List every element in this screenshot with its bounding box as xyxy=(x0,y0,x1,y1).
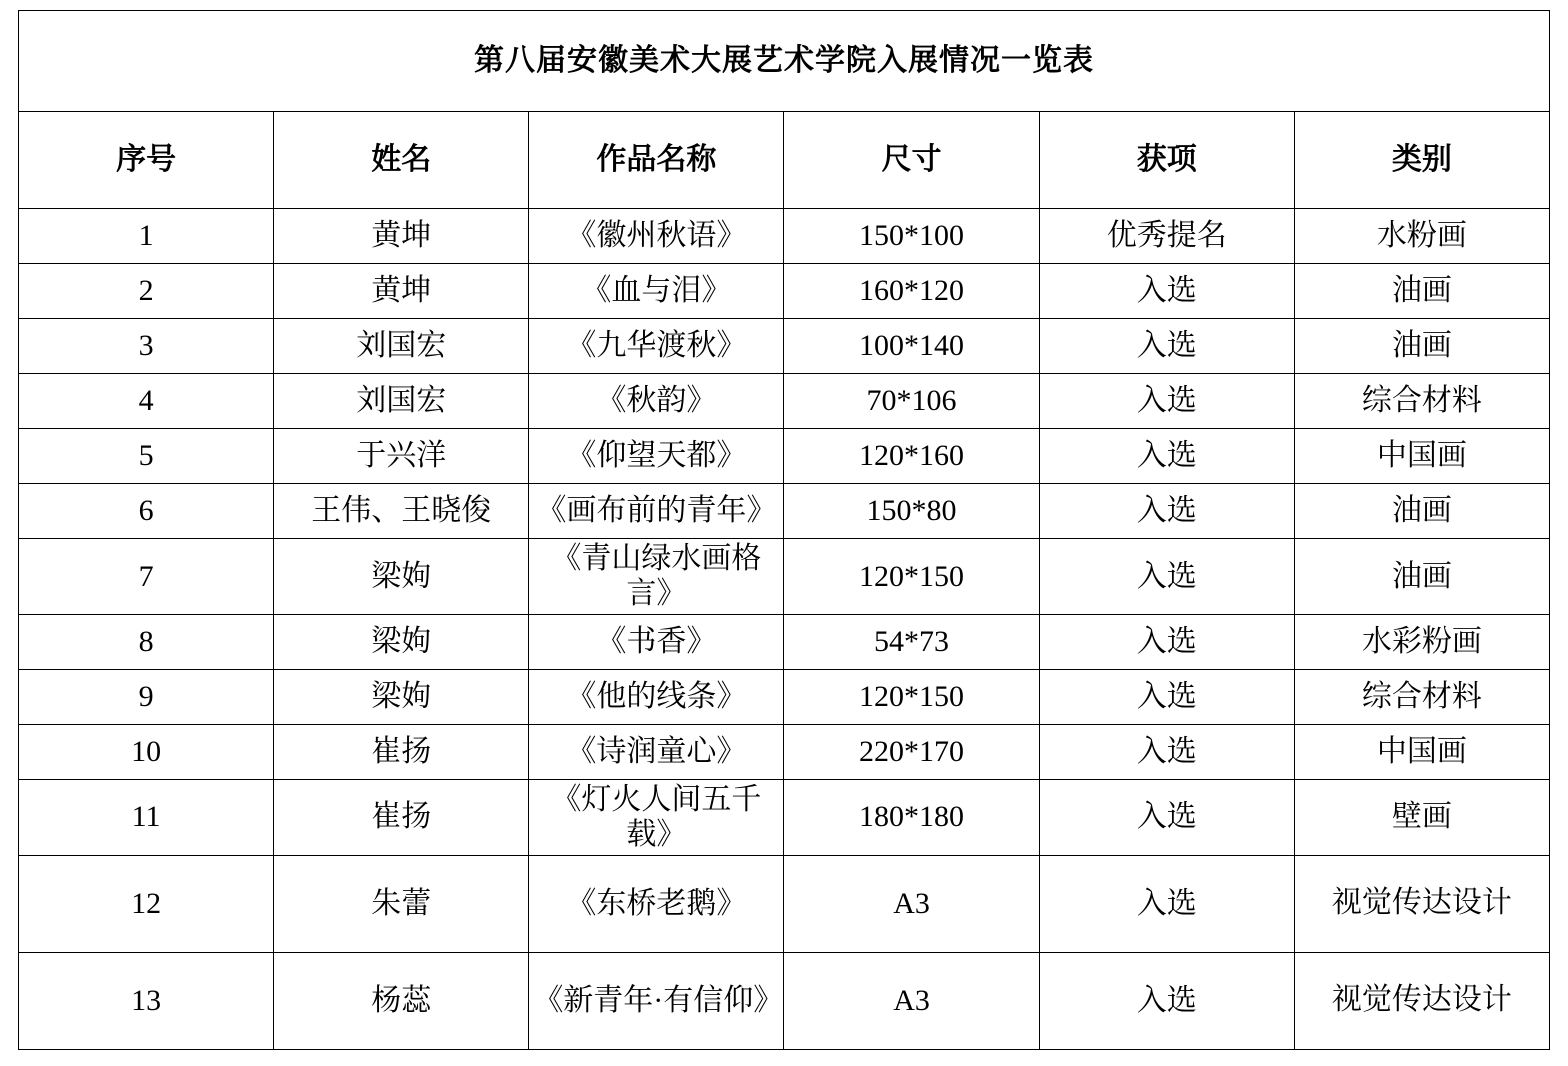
column-header-award: 获项 xyxy=(1039,112,1294,209)
cell-category: 油画 xyxy=(1294,319,1549,374)
cell-work: 《东桥老鹅》 xyxy=(529,855,784,952)
cell-size: 54*73 xyxy=(784,614,1039,669)
cell-work: 《他的线条》 xyxy=(529,669,784,724)
cell-index: 12 xyxy=(19,855,274,952)
table-row xyxy=(19,614,1550,669)
page-title: 第八届安徽美术大展艺术学院入展情况一览表 xyxy=(19,11,1550,112)
cell-name: 刘国宏 xyxy=(274,374,529,429)
cell-name: 梁姁 xyxy=(274,669,529,724)
cell-award: 入选 xyxy=(1039,319,1294,374)
cell-name: 于兴洋 xyxy=(274,429,529,484)
cell-category xyxy=(1294,952,1549,1049)
exhibition-table xyxy=(18,10,1550,1050)
cell-category-text: 视觉传达设计 xyxy=(1331,886,1512,920)
table-row xyxy=(19,855,1550,952)
cell-category: 中国画 xyxy=(1294,724,1549,779)
cell-index: 7 xyxy=(19,539,274,615)
cell-category: 综合材料 xyxy=(1294,374,1549,429)
cell-size: 220*170 xyxy=(784,724,1039,779)
cell-name: 刘国宏 xyxy=(274,319,529,374)
cell-category: 油画 xyxy=(1294,484,1549,539)
cell-category: 水粉画 xyxy=(1294,209,1549,264)
cell-work: 《画布前的青年》 xyxy=(529,484,784,539)
table-row xyxy=(19,374,1550,429)
cell-index: 13 xyxy=(19,952,274,1049)
cell-work: 《徽州秋语》 xyxy=(529,209,784,264)
cell-index: 5 xyxy=(19,429,274,484)
cell-work: 《青山绿水画格言》 xyxy=(529,539,784,615)
cell-work: 《新青年·有信仰》 xyxy=(529,952,784,1049)
table-row xyxy=(19,669,1550,724)
cell-size: 70*106 xyxy=(784,374,1039,429)
cell-size: 120*150 xyxy=(784,539,1039,615)
cell-index: 3 xyxy=(19,319,274,374)
column-header-size: 尺寸 xyxy=(784,112,1039,209)
cell-category: 中国画 xyxy=(1294,429,1549,484)
cell-name: 王伟、王晓俊 xyxy=(274,484,529,539)
cell-index: 2 xyxy=(19,264,274,319)
table-row xyxy=(19,539,1550,615)
column-header-work: 作品名称 xyxy=(529,112,784,209)
cell-award: 入选 xyxy=(1039,724,1294,779)
table-body xyxy=(19,11,1550,1050)
table-row xyxy=(19,724,1550,779)
cell-size: A3 xyxy=(784,855,1039,952)
column-header-index: 序号 xyxy=(19,112,274,209)
cell-award: 入选 xyxy=(1039,779,1294,855)
cell-size: 100*140 xyxy=(784,319,1039,374)
cell-work: 《诗润童心》 xyxy=(529,724,784,779)
cell-name: 梁姁 xyxy=(274,614,529,669)
cell-award: 入选 xyxy=(1039,669,1294,724)
table-row xyxy=(19,779,1550,855)
cell-index: 10 xyxy=(19,724,274,779)
cell-work: 《灯火人间五千载》 xyxy=(529,779,784,855)
cell-award: 入选 xyxy=(1039,374,1294,429)
cell-category: 油画 xyxy=(1294,539,1549,615)
column-header-category: 类别 xyxy=(1294,112,1549,209)
table-row xyxy=(19,319,1550,374)
cell-size: 120*150 xyxy=(784,669,1039,724)
table-row xyxy=(19,264,1550,319)
cell-category-text: 视觉传达设计 xyxy=(1331,983,1512,1017)
title-row xyxy=(19,11,1550,112)
header-row xyxy=(19,112,1550,209)
cell-award: 入选 xyxy=(1039,855,1294,952)
column-header-name: 姓名 xyxy=(274,112,529,209)
cell-name: 黄坤 xyxy=(274,264,529,319)
cell-name: 黄坤 xyxy=(274,209,529,264)
table-row xyxy=(19,484,1550,539)
cell-category: 油画 xyxy=(1294,264,1549,319)
cell-index: 8 xyxy=(19,614,274,669)
cell-name: 崔扬 xyxy=(274,779,529,855)
cell-size: 150*100 xyxy=(784,209,1039,264)
table-row xyxy=(19,952,1550,1049)
cell-work: 《九华渡秋》 xyxy=(529,319,784,374)
cell-index: 4 xyxy=(19,374,274,429)
cell-work: 《血与泪》 xyxy=(529,264,784,319)
cell-index: 11 xyxy=(19,779,274,855)
cell-name: 崔扬 xyxy=(274,724,529,779)
cell-index: 9 xyxy=(19,669,274,724)
cell-category: 水彩粉画 xyxy=(1294,614,1549,669)
cell-category: 综合材料 xyxy=(1294,669,1549,724)
cell-size: 150*80 xyxy=(784,484,1039,539)
cell-work: 《书香》 xyxy=(529,614,784,669)
cell-award: 入选 xyxy=(1039,264,1294,319)
cell-work: 《仰望天都》 xyxy=(529,429,784,484)
cell-award: 入选 xyxy=(1039,952,1294,1049)
table-row xyxy=(19,209,1550,264)
cell-category: 壁画 xyxy=(1294,779,1549,855)
cell-index: 6 xyxy=(19,484,274,539)
cell-award: 入选 xyxy=(1039,484,1294,539)
cell-name: 朱蕾 xyxy=(274,855,529,952)
cell-award: 入选 xyxy=(1039,614,1294,669)
cell-name: 杨蕊 xyxy=(274,952,529,1049)
cell-size: 180*180 xyxy=(784,779,1039,855)
table-row xyxy=(19,429,1550,484)
cell-work: 《秋韵》 xyxy=(529,374,784,429)
cell-size: 160*120 xyxy=(784,264,1039,319)
cell-name: 梁姁 xyxy=(274,539,529,615)
cell-award: 入选 xyxy=(1039,539,1294,615)
cell-award: 入选 xyxy=(1039,429,1294,484)
cell-award: 优秀提名 xyxy=(1039,209,1294,264)
cell-size: 120*160 xyxy=(784,429,1039,484)
cell-category xyxy=(1294,855,1549,952)
cell-size: A3 xyxy=(784,952,1039,1049)
cell-index: 1 xyxy=(19,209,274,264)
